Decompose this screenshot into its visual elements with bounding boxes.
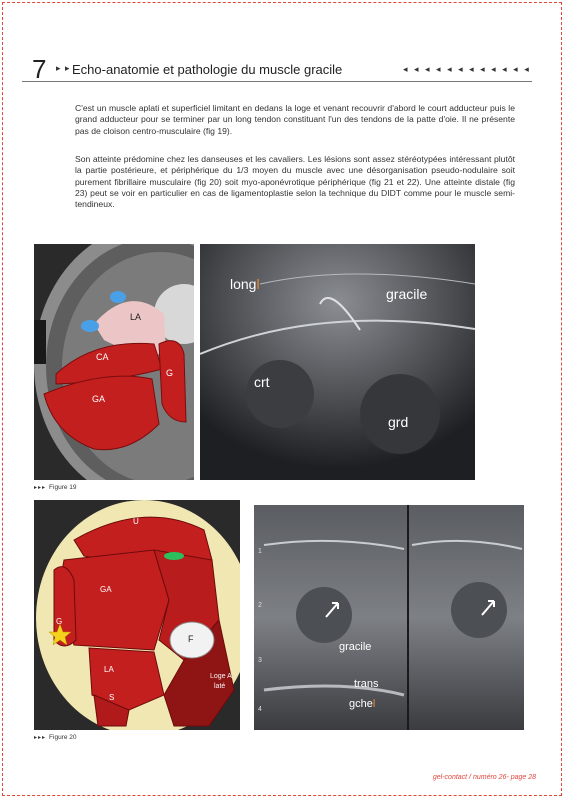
title-divider [22,81,532,82]
title-arrows-right-icon: ◂ ◂ ◂ ◂ ◂ ◂ ◂ ◂ ◂ ◂ ◂ ◂ [403,64,531,74]
depth-mark: 4 [258,706,262,713]
figure20-caption: ▸▸▸ Figure 20 [34,734,77,741]
section-title: Echo-anatomie et pathologie du muscle gracile [72,62,343,77]
section-number: 7 [32,54,47,84]
section-header [22,54,532,84]
mri20-label-g: G [56,617,63,626]
mri20-label-u: U [133,517,139,526]
us20-label-trans: trans [354,678,379,690]
figure19-caption: ▸▸▸ Figure 19 [34,484,77,491]
paragraph-intro: C'est un muscle aplati et superficiel limitant en dedans la loge et venant recouvrir d'abord le court adducteur puis le grand adducteur pour se terminer par un long tendon constituant l'un des tendons de la patte d'oie. Il ne présente pas de cloison centro-musculaire (fig 19). [75,103,515,136]
mri20-label-loge2: laté [214,683,226,690]
figure19-mri-image [34,244,194,480]
us-label-long: long [230,276,257,292]
mri20-label-s: S [109,693,115,702]
caption-arrows-icon: ▸▸▸ [34,735,47,741]
us20-label-gracile: gracile [339,641,372,653]
us-label-crt: crt [254,374,270,390]
mri-label-ga: GA [92,394,106,404]
depth-mark: 3 [258,657,262,664]
us20-marker-gche: l [372,698,376,710]
depth-mark: 1 [258,548,262,555]
figure20-ultrasound-image [254,505,524,730]
mri20-label-loge: Loge A [210,673,232,680]
us20-label-gche: gche [349,698,373,710]
mri20-label-la: LA [104,665,114,674]
us-marker-long: l [256,276,260,292]
title-arrows-left-icon: ▸ ▸ [56,63,71,73]
mri-label-la: LA [130,312,142,322]
mri20-label-f: F [188,634,194,644]
paragraph-lesions: Son atteinte prédomine chez les danseuses et les cavaliers. Les lésions sont assez stéréotypées intéressant plutôt la partie postérieure, et périphérique du 1/3 moyen du muscle avec une désorganisation pseudo-nodulaire soit purement fibrillaire musculaire (fig 20) soit myo-aponévrotique périphérique (fig 21 et 22). Une atteinte distale (fig 23) peut se voir en particulier en cas de ligamentoplastie selon la technique du DIDT comme pour le muscle semi-tendineux. [75,154,515,210]
caption-arrows-icon: ▸▸▸ [34,485,47,491]
us-label-grd: grd [388,414,409,430]
figure19-ultrasound-image [200,244,475,480]
depth-mark: 2 [258,602,262,609]
mri-label-g: G [166,368,174,378]
mri20-label-ga: GA [100,585,112,594]
figure20-mri-image [34,500,240,730]
page-footer: gel-contact / numéro 26- page 28 [432,774,536,781]
us-label-gracile: gracile [386,286,428,302]
mri-label-ca: CA [96,352,109,362]
